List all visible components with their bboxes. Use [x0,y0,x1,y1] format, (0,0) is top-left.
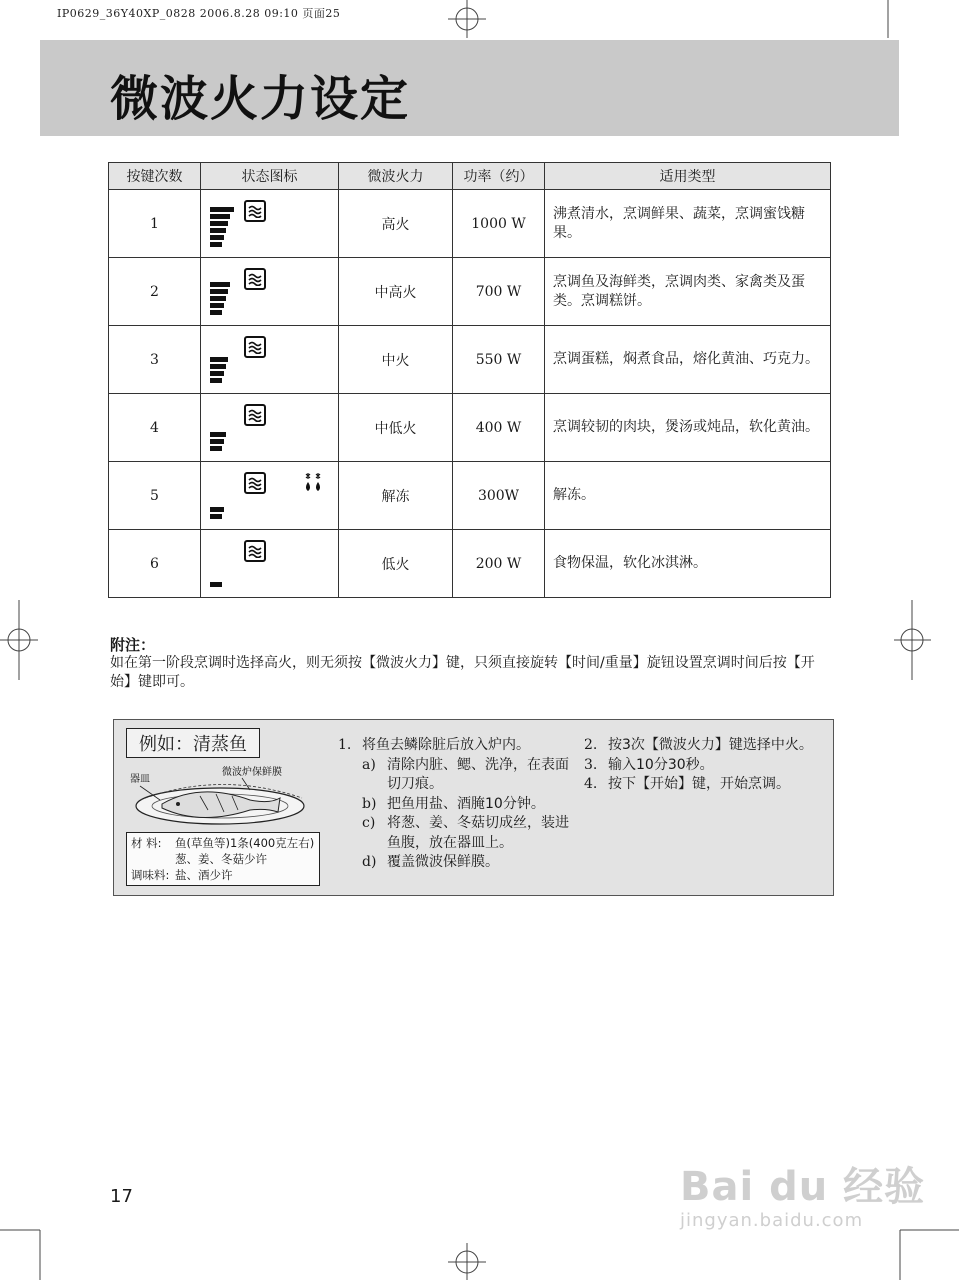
substep [338,756,578,795]
power-bar [210,364,226,369]
power-watts: 700 W [453,258,545,326]
power-bar [210,514,222,519]
power-bar [210,310,222,315]
power-bar [210,207,234,212]
substep-text: 清除内脏、鳃、洗净，在表面切刀痕。 [387,756,569,792]
power-watts: 300W [453,462,545,530]
page-title: 微波火力设定 [110,71,411,127]
ingredient-value: 鱼(草鱼等)1条(400克左右)葱、姜、冬菇少许 [175,836,315,866]
header-use: 适用类型 [545,163,831,190]
microwave-icon [244,200,266,222]
page-number: 17 [110,1186,133,1207]
power-bar [210,296,226,301]
steamed-fish-illustration [130,764,310,832]
use-type: 烹调较韧的肉块，煲汤或炖品，软化黄油。 [545,394,831,462]
crop-mark-top [448,0,486,38]
status-icon-cell [201,190,339,258]
power-bars-icon [210,580,222,587]
substep [338,795,578,815]
example-box [113,719,834,896]
step-text: 输入10分30秒。 [608,756,714,773]
watermark-sub: jingyan.baidu.com [680,1210,864,1231]
microwave-icon [244,268,266,290]
step-1 [338,736,578,756]
power-bars-icon [210,355,228,383]
crop-mark-left [0,600,38,680]
step-2 [584,736,824,756]
power-bar [210,371,224,376]
step-number: 4. [584,776,598,792]
ingredient-row [131,835,315,867]
power-watts: 200 W [453,530,545,598]
step-text: 按下【开始】键，开始烹调。 [608,776,790,792]
watermark-main: Bai du 经验 [680,1164,926,1210]
header-icon: 状态图标 [201,163,339,190]
ingredient-key: 调味料: [131,868,170,882]
power-level: 高火 [339,190,453,258]
table-row [109,530,831,598]
power-level-table [108,162,831,598]
power-bar [210,357,228,362]
use-type: 食物保温，软化冰淇淋。 [545,530,831,598]
power-level: 中高火 [339,258,453,326]
header-presses: 按键次数 [109,163,201,190]
substep-text: 将葱、姜、冬菇切成丝，装进鱼腹，放在器皿上。 [387,815,569,851]
substep [338,853,578,873]
substep-number: c) [362,815,376,831]
power-bars-icon [210,280,230,315]
crop-mark-bottom [448,1243,486,1280]
table-row [109,258,831,326]
step-text: 将鱼去鳞除脏后放入炉内。 [362,737,530,753]
step-4 [584,775,824,795]
table-header-row [109,163,831,190]
power-bars-icon [210,205,234,247]
note-title: 附注： [110,636,156,654]
substep-text: 把鱼用盐、酒腌10分钟。 [387,795,545,812]
power-bar [210,439,224,444]
power-watts: 550 W [453,326,545,394]
table-row [109,462,831,530]
use-type: 解冻。 [545,462,831,530]
microwave-icon [244,472,266,494]
status-icon-cell [201,394,339,462]
baidu-watermark [680,1155,925,1231]
steps-left [338,736,578,873]
substep-number: b) [362,795,377,812]
press-count: 2 [109,258,201,326]
power-bar [210,228,226,233]
power-bars-icon [210,505,224,519]
power-bar [210,303,224,308]
ingredients-box [126,832,320,886]
ingredient-key: 材 料: [131,836,162,850]
table-row [109,394,831,462]
substep [338,814,578,853]
step-text: 按3次【微波火力】键选择中火。 [608,737,813,753]
power-level: 解冻 [339,462,453,530]
substep-number: d) [362,854,377,870]
press-count: 4 [109,394,201,462]
step-number: 2. [584,737,598,753]
power-bar [210,282,230,287]
press-count: 3 [109,326,201,394]
power-bar [210,214,230,219]
dish-label: 器皿 [130,774,150,785]
power-level: 低火 [339,530,453,598]
microwave-icon [244,336,266,358]
substep-text: 覆盖微波保鲜膜。 [387,854,499,870]
title-bar [40,40,899,136]
power-bar [210,507,224,512]
defrost-icon [303,472,325,494]
step-number: 1. [338,737,352,753]
power-level: 中低火 [339,394,453,462]
steps-right [584,736,824,795]
power-bar [210,242,222,247]
press-count: 1 [109,190,201,258]
power-bar [210,235,224,240]
power-level: 中火 [339,326,453,394]
status-icon-cell [201,326,339,394]
example-label: 例如：清蒸鱼 [126,728,260,758]
crop-mark-right [894,600,931,680]
table-row [109,190,831,258]
power-bar [210,289,228,294]
use-type: 烹调鱼及海鲜类，烹调肉类、家禽类及蛋类。烹调糕饼。 [545,258,831,326]
power-watts: 1000 W [453,190,545,258]
film-label: 微波炉保鲜膜 [222,767,282,778]
press-count: 6 [109,530,201,598]
power-bar [210,582,222,587]
press-count: 5 [109,462,201,530]
status-icon-cell [201,462,339,530]
step-3 [584,756,824,776]
power-bar [210,378,222,383]
microwave-icon [244,404,266,426]
substep-number: a) [362,756,376,773]
step-number: 3. [584,756,598,773]
status-icon-cell [201,258,339,326]
print-header: IP0629_36Y40XP_0828 2006.8.28 09:10 页面25 [57,7,341,20]
ingredient-value: 盐、酒少许 [175,868,233,882]
power-bar [210,432,226,437]
use-type: 烹调蛋糕，焖煮食品，熔化黄油、巧克力。 [545,326,831,394]
power-watts: 400 W [453,394,545,462]
header-level: 微波火力 [339,163,453,190]
table-row [109,326,831,394]
ingredient-row [131,867,315,883]
header-power: 功率（约） [453,163,545,190]
power-bars-icon [210,430,226,451]
power-bar [210,221,228,226]
use-type: 沸煮清水，烹调鲜果、蔬菜，烹调蜜饯糖果。 [545,190,831,258]
power-bar [210,446,222,451]
note-body: 如在第一阶段烹调时选择高火，则无须按【微波火力】键，只须直接旋转【时间/重量】旋钮设置烹调时间后按【开始】键即可。 [110,655,815,690]
microwave-icon [244,540,266,562]
status-icon-cell [201,530,339,598]
